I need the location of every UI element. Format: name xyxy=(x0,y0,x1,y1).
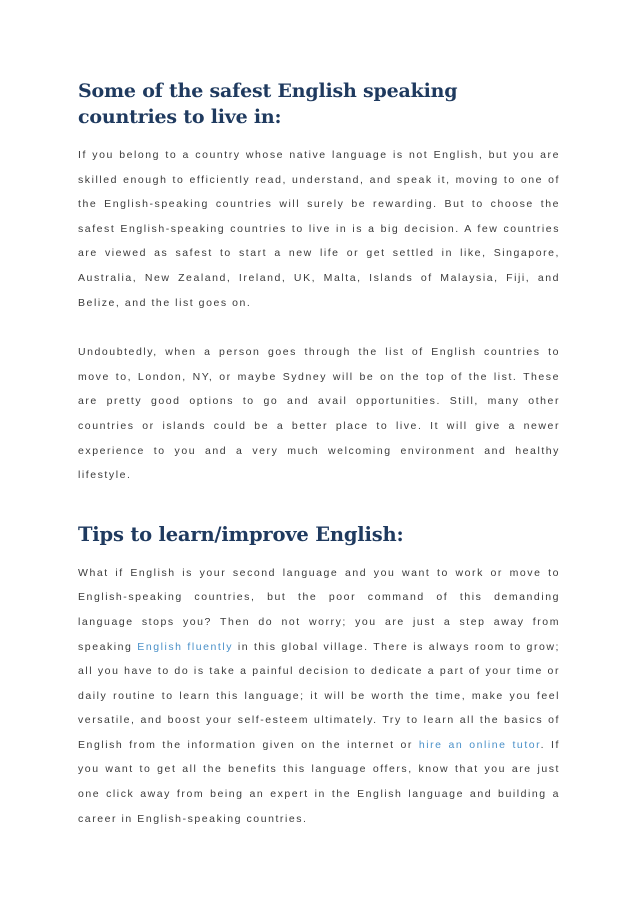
paragraph-tips-text-1: What if English is your second language and you want to work or move to English-speaking countries, but the poor command of this demanding language stops you? Then do not worry; you are just a step away from speaking xyxy=(78,566,560,653)
document-content xyxy=(78,78,560,831)
paragraph-undoubtedly: Undoubtedly, when a person goes through the list of English countries to move to, London, NY, or maybe Sydney will be on the top of the list. These are pretty good options to go and avail opportunities. Still, many other countries or islands could be a better place to live. It will give a newer experience to you and a very much welcoming environment and healthy lifestyle. xyxy=(78,346,560,482)
paragraph-tips-text-2: in this global village. There is always room to grow; all you have to do is take a painful decision to dedicate a part of your time or daily routine to learn this language; it will be worth the time, make you feel versatile, and boost your self-esteem ultimately. Try to learn all the basics of English from the information given on the internet or xyxy=(78,640,560,751)
paragraph-tips-text-3: . If you want to get all the benefits this language offers, know that you are just one click away from being an expert in the English language and building a career in English-speaking countries. xyxy=(78,738,560,825)
heading-safest-countries: Some of the safest English speaking countries to live in: xyxy=(78,80,458,128)
heading-tips: Tips to learn/improve English: xyxy=(78,522,404,546)
paragraph-tips xyxy=(78,561,560,832)
paragraph-intro: If you belong to a country whose native language is not English, but you are skilled enough to efficiently read, understand, and speak it, moving to one of the English-speaking countries will surely be rewarding. But to choose the safest English-speaking countries to live in is a big decision. A few countries are viewed as safest to start a new life or get settled in like, Singapore, Australia, New Zealand, Ireland, UK, Malta, Islands of Malaysia, Fiji, and Belize, and the list goes on. xyxy=(78,149,560,309)
english-fluently-link[interactable]: English fluently xyxy=(137,640,234,653)
hire-online-tutor-link[interactable]: hire an online tutor xyxy=(418,738,541,751)
